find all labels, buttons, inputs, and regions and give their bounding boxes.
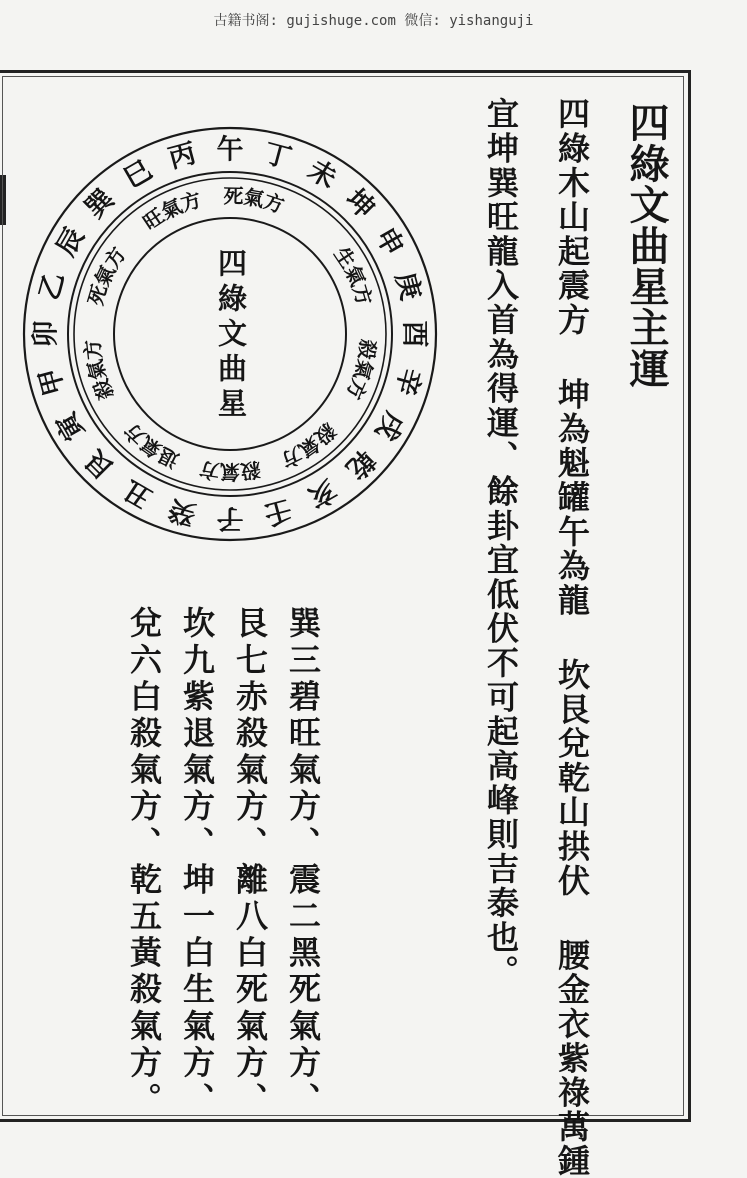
inner-ring-label-char: 旺 (138, 203, 169, 235)
outer-ring-label: 午 (216, 134, 244, 166)
inner-ring-label-char: 生 (329, 242, 361, 273)
diagram-center-text: 四綠文曲星 (214, 248, 248, 423)
outer-ring-label: 戌 (369, 406, 410, 446)
outer-ring-label: 庚 (389, 269, 427, 304)
outer-ring-label: 未 (302, 154, 342, 195)
outer-ring-label: 亥 (302, 473, 342, 514)
verse-column-1: 四綠木山起震方 坤為魁罐午為龍 坎艮兌乾山拱伏 腰金衣紫祿萬鍾 (553, 97, 591, 1178)
inner-ring-label-char: 方 (119, 418, 151, 450)
inner-ring-label-char: 殺 (238, 457, 263, 484)
outer-ring-label: 乾 (339, 443, 381, 485)
inner-ring-label-char: 氣 (157, 193, 186, 225)
inner-ring-label-char: 方 (348, 282, 377, 308)
qi-column-2: 艮七赤殺氣方、離八白死氣方、 (231, 606, 269, 1119)
inner-ring-label-char: 死 (223, 183, 244, 209)
outer-ring-label: 酉 (398, 320, 430, 348)
inner-ring-label-char: 方 (79, 338, 106, 361)
inner-ring-label-char: 方 (178, 187, 204, 216)
outer-ring-label: 丁 (260, 137, 295, 175)
outer-ring-label: 辛 (389, 364, 427, 399)
inner-ring-label-char: 方 (197, 457, 222, 484)
inner-ring-label-char: 氣 (349, 356, 378, 383)
outer-ring-label: 壬 (260, 493, 295, 531)
outer-ring-label: 乙 (33, 269, 71, 304)
qi-column-4: 兌六白殺氣方、乾五黃殺氣方。 (125, 606, 163, 1119)
outer-ring-label: 寅 (50, 406, 91, 446)
inner-ring-label-char: 死 (83, 282, 112, 308)
inner-ring-label-char: 方 (99, 242, 131, 273)
inner-ring-label-char: 氣 (89, 261, 121, 290)
inner-ring-label-char: 方 (341, 375, 372, 404)
inner-ring-label-char: 氣 (135, 431, 166, 463)
outer-ring-label: 甲 (33, 364, 71, 399)
inner-ring-label-char: 方 (260, 188, 288, 218)
inner-ring-label-char: 殺 (309, 418, 341, 450)
outer-ring-label: 丑 (118, 473, 158, 514)
inner-ring-label-char: 方 (277, 442, 306, 473)
outer-ring-label: 申 (369, 222, 410, 262)
outer-ring-label: 癸 (165, 493, 200, 531)
inner-ring-label-char: 退 (154, 442, 183, 473)
inner-ring-label-char: 氣 (220, 460, 240, 484)
qi-column-1: 巽三碧旺氣方、震二黑死氣方、 (284, 606, 322, 1119)
inner-ring-label-char: 氣 (339, 261, 371, 290)
watermark-text: 古籍书阁: gujishuge.com 微信: yishanguji (213, 13, 534, 29)
verse-column-2: 宜坤巽旺龍入首為得運、餘卦宜低伏不可起高峰則吉泰也。 (482, 97, 520, 989)
outer-ring-label: 巽 (79, 183, 121, 225)
outer-ring-label: 辰 (50, 222, 91, 262)
outer-ring-label: 巳 (118, 154, 158, 195)
qi-column-3: 坎九紫退氣方、坤一白生氣方、 (178, 606, 216, 1119)
inner-ring-label-char: 氣 (242, 184, 266, 212)
outer-ring-label: 艮 (79, 443, 121, 485)
inner-ring-label-char: 殺 (88, 375, 119, 404)
outer-ring-label: 丙 (165, 137, 200, 175)
page-title: 四綠文曲星主運 (623, 102, 670, 389)
outer-ring-label: 坤 (339, 183, 381, 225)
inner-ring-label-char: 殺 (354, 338, 381, 361)
outer-ring-label: 子 (216, 502, 244, 534)
outer-ring-label: 卯 (30, 320, 62, 348)
inner-ring-label-char: 氣 (294, 431, 325, 463)
inner-ring-label-char: 氣 (82, 356, 111, 383)
